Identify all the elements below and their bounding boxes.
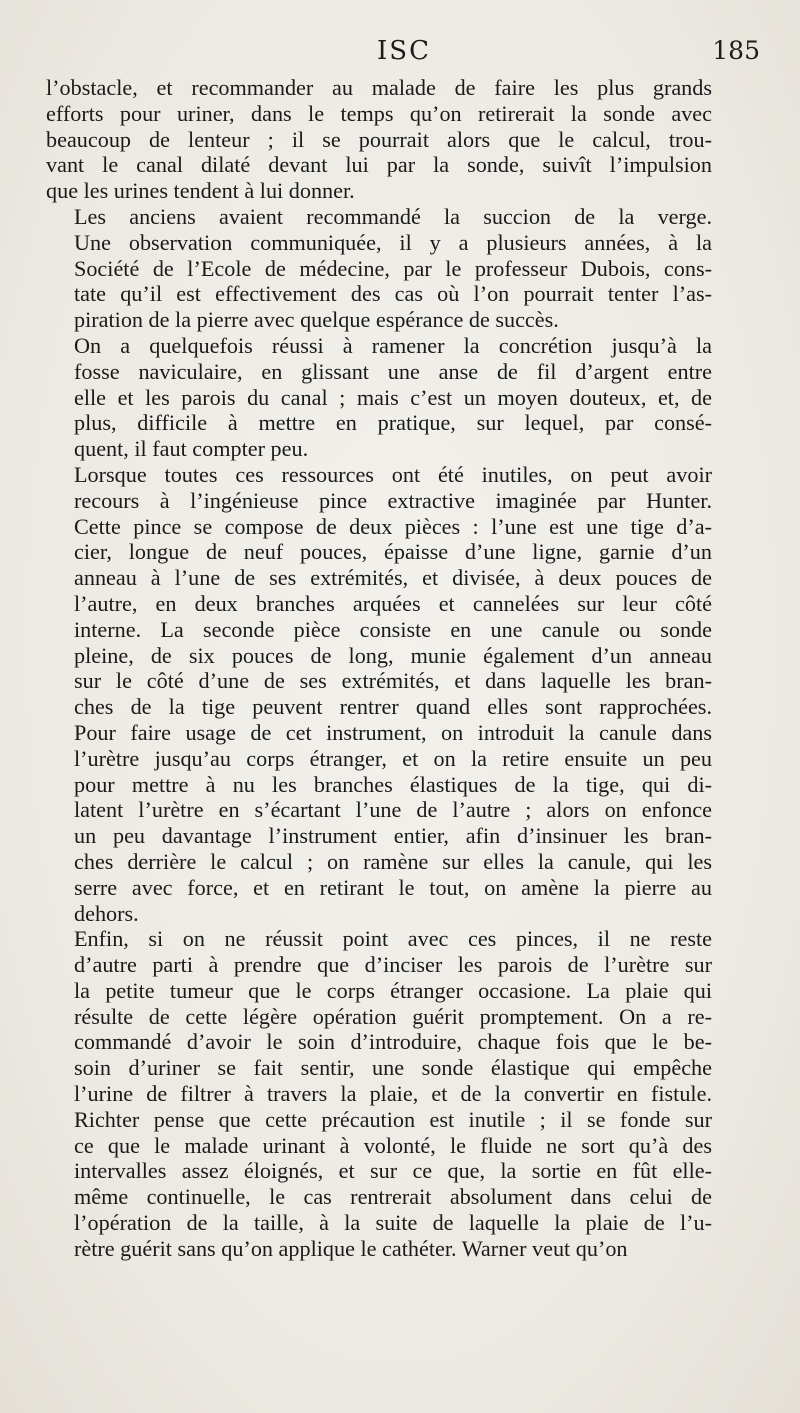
text-line: rètre guérit sans qu’on applique le cathéter. Warner veut qu’on xyxy=(74,1235,628,1261)
page-header xyxy=(48,36,760,76)
text-line: d’autre parti à prendre que d’inciser les parois de l’urètre sur xyxy=(74,952,712,978)
text-line: Les anciens avaient recommandé la succion de la verge. xyxy=(74,203,712,229)
text-line: Cette pince se compose de deux pièces : l’une est une tige d’a- xyxy=(74,513,712,539)
text-line: Pour faire usage de cet instrument, on introduit la canule dans xyxy=(74,719,712,745)
text-line: l’autre, en deux branches arquées et cannelées sur leur côté xyxy=(74,590,712,616)
text-line: Une observation communiquée, il y a plusieurs années, à la xyxy=(74,229,712,255)
text-line: intervalles assez éloignés, et sur ce que, la sortie en fût elle- xyxy=(74,1158,712,1184)
text-line: cier, longue de neuf pouces, épaisse d’une ligne, garnie d’un xyxy=(74,539,712,565)
paragraph xyxy=(46,926,712,1261)
text-line: un peu davantage l’instrument entier, afin d’insinuer les bran- xyxy=(74,823,712,849)
text-line: quent, il faut compter peu. xyxy=(74,436,309,462)
text-line: pour mettre à nu les branches élastiques de la tige, qui di- xyxy=(74,771,712,797)
running-head: ISC xyxy=(377,36,431,66)
paragraph xyxy=(46,333,712,462)
text-line: pleine, de six pouces de long, munie également d’un anneau xyxy=(74,642,712,668)
text-line: dehors. xyxy=(74,900,139,926)
text-line: résulte de cette légère opération guérit promptement. On a re- xyxy=(74,1003,712,1029)
paragraph xyxy=(46,75,712,204)
text-line: fosse naviculaire, en glissant une anse de fil d’argent entre xyxy=(74,358,712,384)
paragraph xyxy=(46,204,712,333)
text-line: latent l’urètre en s’écartant l’une de l’autre ; alors on enfonce xyxy=(74,797,712,823)
text-line: ches de la tige peuvent rentrer quand elles sont rapprochées. xyxy=(74,694,712,720)
text-line: Société de l’Ecole de médecine, par le professeur Dubois, cons- xyxy=(74,255,712,281)
text-line: ce que le malade urinant à volonté, le fluide ne sort qu’à des xyxy=(74,1132,712,1158)
text-line: l’obstacle, et recommander au malade de faire les plus grands xyxy=(46,75,712,100)
text-line: Richter pense que cette précaution est inutile ; il se fonde sur xyxy=(74,1106,712,1132)
text-line: ches derrière le calcul ; on ramène sur elles la canule, qui les xyxy=(74,848,712,874)
text-line: Lorsque toutes ces ressources ont été inutiles, on peut avoir xyxy=(74,461,712,487)
text-line: piration de la pierre avec quelque espérance de succès. xyxy=(74,307,559,333)
text-line: l’opération de la taille, à la suite de laquelle la plaie de l’u- xyxy=(74,1210,712,1236)
paragraph xyxy=(46,462,712,926)
text-line: recours à l’ingénieuse pince extractive imaginée par Hunter. xyxy=(74,487,712,513)
text-line: la petite tumeur que le corps étranger occasione. La plaie qui xyxy=(74,977,712,1003)
text-line: Enfin, si on ne réussit point avec ces pinces, il ne reste xyxy=(74,926,712,952)
text-line: l’urine de filtrer à travers la plaie, et de la convertir en fistule. xyxy=(74,1081,712,1107)
text-line: même continuelle, le cas rentrerait absolument dans celui de xyxy=(74,1184,712,1210)
text-line: que les urines tendent à lui donner. xyxy=(46,178,355,204)
body-text xyxy=(46,75,712,1262)
text-line: plus, difficile à mettre en pratique, sur lequel, par consé- xyxy=(74,410,712,436)
text-line: elle et les parois du canal ; mais c’est un moyen douteux, et, de xyxy=(74,384,712,410)
text-line: anneau à l’une de ses extrémités, et divisée, à deux pouces de xyxy=(74,565,712,591)
text-line: commandé d’avoir le soin d’introduire, chaque fois que le be- xyxy=(74,1029,712,1055)
text-line: soin d’uriner se fait sentir, une sonde élastique qui empêche xyxy=(74,1055,712,1081)
text-line: interne. La seconde pièce consiste en une canule ou sonde xyxy=(74,616,712,642)
text-line: serre avec force, et en retirant le tout, on amène la pierre au xyxy=(74,874,712,900)
text-line: beaucoup de lenteur ; il se pourrait alors que le calcul, trou- xyxy=(46,126,712,152)
text-line: l’urètre jusqu’au corps étranger, et on la retire ensuite un peu xyxy=(74,745,712,771)
text-line: efforts pour uriner, dans le temps qu’on retirerait la sonde avec xyxy=(46,100,712,126)
text-line: sur le côté d’une de ses extrémités, et dans laquelle les bran- xyxy=(74,668,712,694)
text-line: On a quelquefois réussi à ramener la concrétion jusqu’à la xyxy=(74,332,712,358)
text-line: tate qu’il est effectivement des cas où l’on pourrait tenter l’as- xyxy=(74,281,712,307)
text-line: vant le canal dilaté devant lui par la sonde, suivît l’impulsion xyxy=(46,152,712,178)
page-number: 185 xyxy=(712,36,760,65)
